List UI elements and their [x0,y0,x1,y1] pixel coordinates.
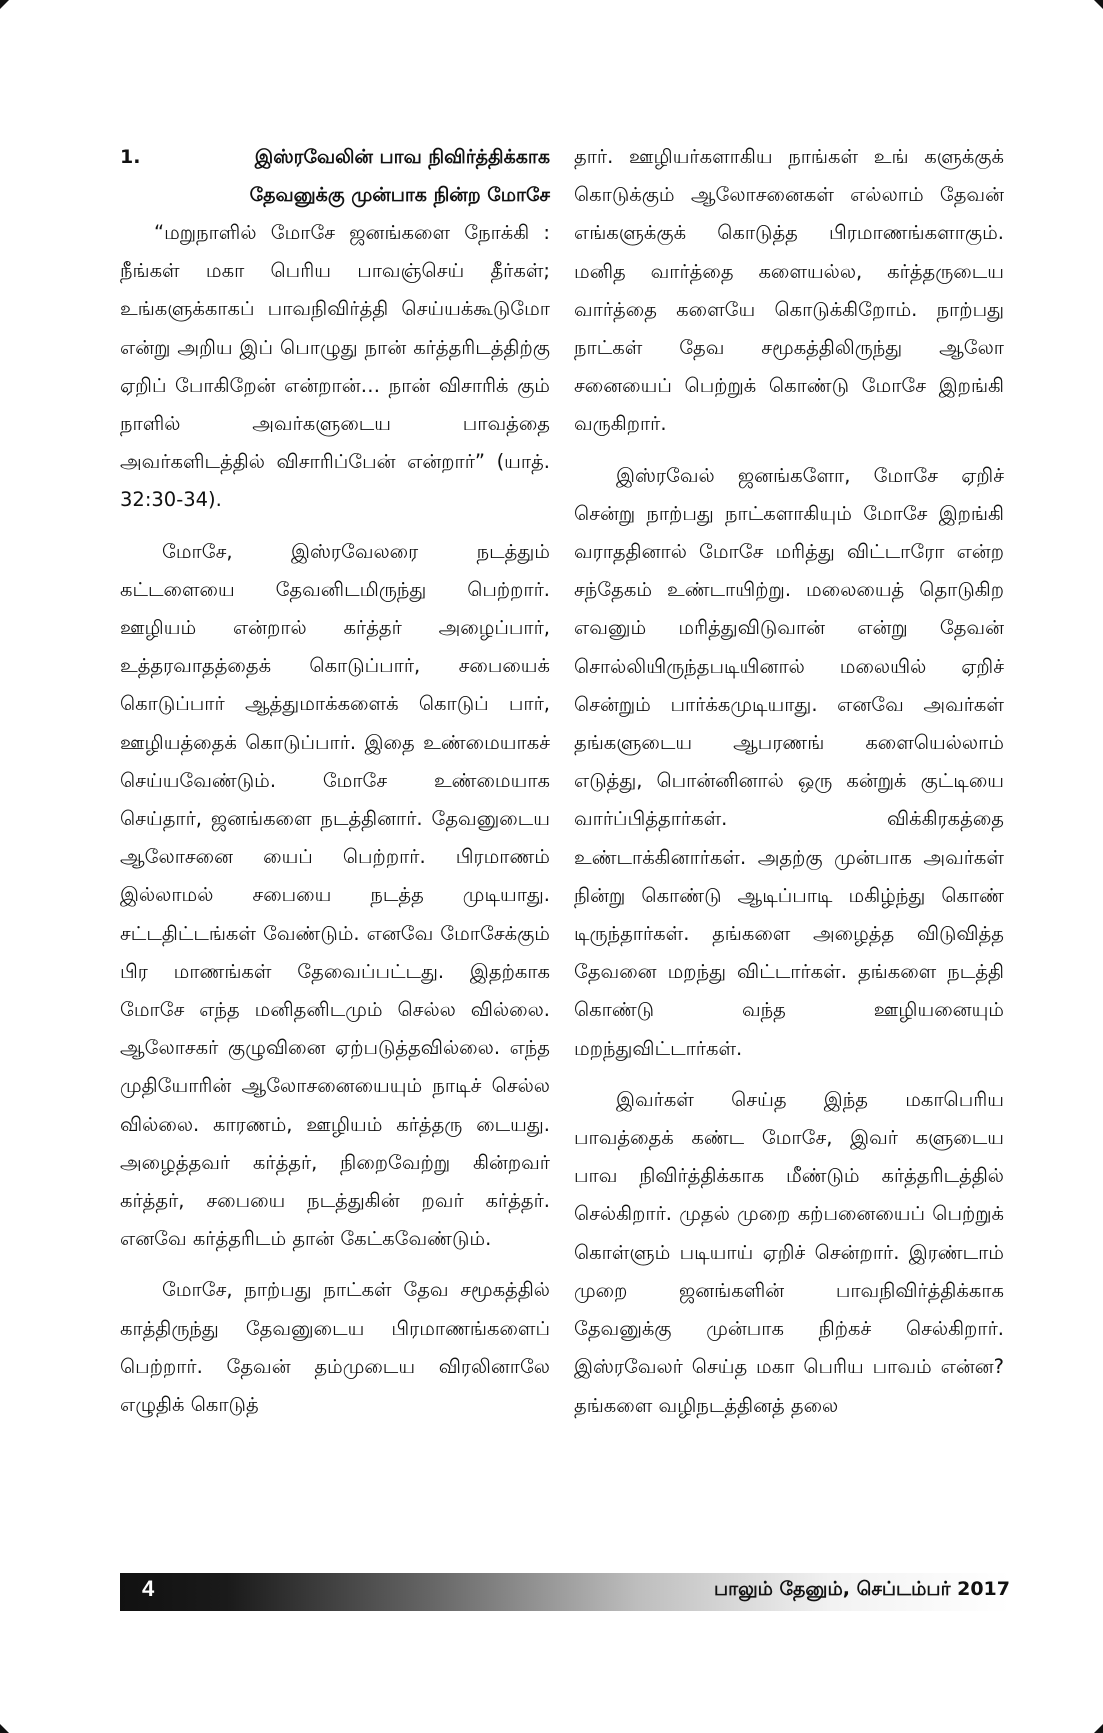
body-paragraph: தார். ஊழியர்களாகிய நாங்கள் உங் களுக்குக் கொடுக்கும் ஆலோசனைகள் எல்லாம் தேவன் எங்களுக்குக் கொடுத்த பிரமாணங்களாகும். மனித வார்த்தை களையல்ல, கர்த்தருடைய வார்த்தை களையே கொடுக்கிறோம். நாற்பது நாட்கள் தேவ சமூகத்திலிருந்து ஆலோ சனையைப் பெற்றுக் கொண்டு மோசே இறங்கி வருகிறார். [574,145,1004,436]
section-title-line-1: இஸ்ரவேலின் பாவ நிவிர்த்திக்காக [254,146,550,168]
section-number: 1. [120,146,141,168]
corner-mark-bottom-right [1094,1724,1103,1733]
publication-title: பாலும் தேனும், செப்டம்பர் 2017 [714,1578,1010,1600]
right-column [574,138,1004,1438]
section-heading [120,138,550,214]
corner-mark-top-left [0,0,9,9]
page-number: 4 [142,1576,155,1601]
section-title [160,138,550,214]
body-paragraph: மோசே, இஸ்ரவேலரை நடத்தும் கட்டளையை தேவனிடமிருந்து பெற்றார். ஊழியம் என்றால் கர்த்தர் அழைப்பார், உத்தரவாதத்தைக் கொடுப்பார், சபையைக் கொடுப்பார் ஆத்துமாக்களைக் கொடுப் பார், ஊழியத்தைக் கொடுப்பார். இதை உண்மையாகச் செய்யவேண்டும். மோசே உண்மையாக செய்தார், ஜனங்களை நடத்தினார். தேவனுடைய ஆலோசனை யைப் பெற்றார். பிரமாணம் இல்லாமல் சபையை நடத்த முடியாது. சட்டதிட்டங்கள் வேண்டும். எனவே மோசேக்கும் பிர மாணங்கள் தேவைப்பட்டது. இதற்காக மோசே எந்த மனிதனிடமும் செல்ல வில்லை. ஆலோசகர் குழுவினை ஏற்படுத்தவில்லை. எந்த முதியோரின் ஆலோசனையையும் நாடிச் செல்ல வில்லை. காரணம், ஊழியம் கர்த்தரு டையது. அழைத்தவர் கர்த்தர், நிறைவேற்று கின்றவர் கர்த்தர், சபையை நடத்துகின் றவர் கர்த்தர். எனவே கர்த்தரிடம் தான் கேட்கவேண்டும். [120,539,550,1251]
body-paragraph: இஸ்ரவேல் ஜனங்களோ, மோசே ஏறிச் சென்று நாற்பது நாட்களாகியும் மோசே இறங்கி வராததினால் மோசே மரித்து விட்டாரோ என்ற சந்தேகம் உண்டாயிற்று. மலையைத் தொடுகிற எவனும் மரித்துவிடுவான் என்று தேவன் சொல்லியிருந்தபடியினால் மலையில் ஏறிச் சென்றும் பார்க்கமுடியாது. எனவே அவர்கள் தங்களுடைய ஆபரணங் களையெல்லாம் எடுத்து, பொன்னினால் ஒரு கன்றுக் குட்டியை வார்ப்பித்தார்கள். விக்கிரகத்தை உண்டாக்கினார்கள். அதற்கு முன்பாக அவர்கள் நின்று கொண்டு ஆடிப்பாடி மகிழ்ந்து கொண் டிருந்தார்கள். தங்களை அழைத்த விடுவித்த தேவனை மறந்து விட்டார்கள். தங்களை நடத்தி கொண்டு வந்த ஊழியனையும் மறந்துவிட்டார்கள். [574,463,1004,1060]
corner-mark-bottom-left [0,1724,9,1733]
scripture-quote: “மறுநாளில் மோசே ஜனங்களை நோக்கி : நீங்கள் மகா பெரிய பாவஞ்செய் தீர்கள்; உங்களுக்காகப் பாவநிவிர்த்தி செய்யக்கூடுமோ என்று அறிய இப் பொழுது நான் கர்த்தரிடத்திற்கு ஏறிப் போகிறேன் என்றான்… நான் விசாரிக் கும் நாளில் அவர்களுடைய பாவத்தை அவர்களிடத்தில் விசாரிப்பேன் என்றார்” (யாத். 32:30-34). [120,221,550,512]
body-paragraph: மோசே, நாற்பது நாட்கள் தேவ சமூகத்தில் காத்திருந்து தேவனுடைய பிரமாணங்களைப் பெற்றார். தேவன் தம்முடைய விரலினாலே எழுதிக் கொடுத் [120,1278,550,1417]
left-column [120,138,550,1437]
page-footer-bar [120,1573,1010,1611]
corner-mark-top-right [1094,0,1103,9]
section-title-line-2: தேவனுக்கு முன்பாக நின்ற மோசே [249,184,550,206]
body-paragraph: இவர்கள் செய்த இந்த மகாபெரிய பாவத்தைக் கண்ட மோசே, இவர் களுடைய பாவ நிவிர்த்திக்காக மீண்டும் கர்த்தரிடத்தில் செல்கிறார். முதல் முறை கற்பனையைப் பெற்றுக் கொள்ளும் படியாய் ஏறிச் சென்றார். இரண்டாம் முறை ஜனங்களின் பாவநிவிர்த்திக்காக தேவனுக்கு முன்பாக நிற்கச் செல்கிறார். இஸ்ரவேலர் செய்த மகா பெரிய பாவம் என்ன? தங்களை வழிநடத்தினத் தலை [574,1087,1004,1417]
